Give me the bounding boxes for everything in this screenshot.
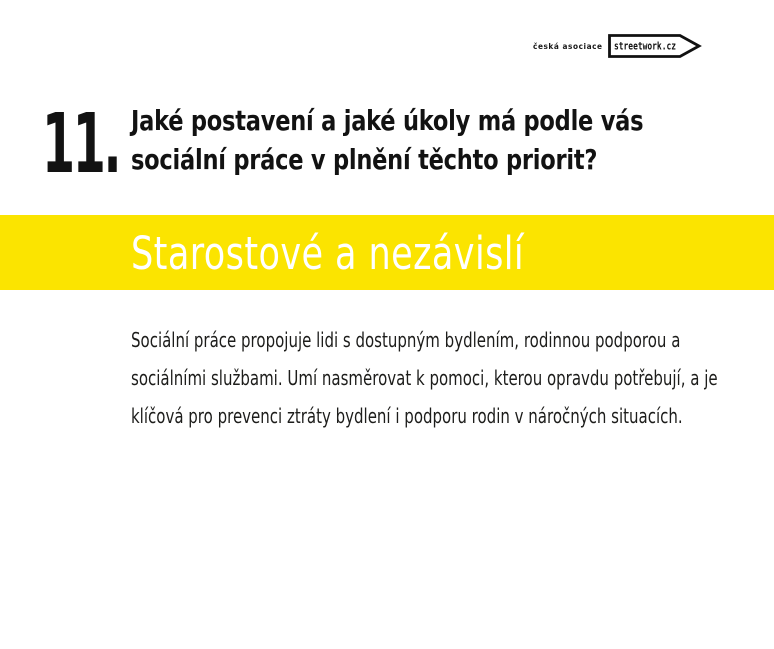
question-number-text: 11. (42, 97, 120, 192)
party-name: Starostové a nezávislí (131, 227, 525, 280)
party-banner (0, 215, 774, 290)
answer-line-2: sociálními službami. Umí nasměrovat k pomoci, kterou opravdu potřebují, a je (131, 366, 718, 390)
brand-logo (527, 34, 702, 58)
answer-line-1: Sociální práce propojuje lidi s dostupným bydlením, rodinnou podporou a (131, 328, 681, 352)
answer-paragraph (131, 321, 774, 435)
question-title-line-1: Jaké postavení a jaké úkoly má podle vás (131, 105, 644, 137)
question-title (131, 102, 756, 180)
question-title-line-2: sociální práce v plnění těchto priorit? (131, 144, 598, 176)
logo-brand-text: streetwork.cz (614, 40, 676, 53)
answer-line-3: klíčová pro prevenci ztráty bydlení i podporu rodin v náročných situacích. (131, 404, 683, 428)
streetwork-arrow-logo (608, 34, 702, 58)
logo-tagline: česká asociace (533, 41, 603, 51)
